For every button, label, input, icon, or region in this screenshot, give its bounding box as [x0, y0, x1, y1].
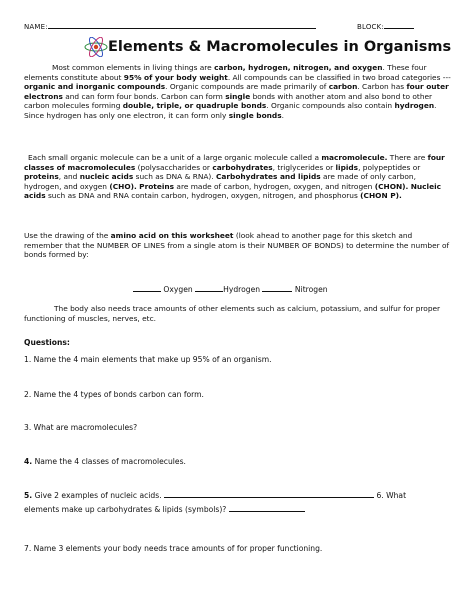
question-6: elements make up carbohydrates & lipids (symbols)?: [24, 505, 305, 514]
intro-paragraph: Most common elements in living things are carbon, hydrogen, nitrogen, and oxygen. These four elements constitute about 95% of your body weight. All compounds can be classified in two broad categories --- organic and inorganic compounds. Organic compounds are made primarily of carbon. Carbon has four outer electrons and can form four bonds. Carbon can form single bonds with another atom and also bond to other carbon molecules forming double, triple, or quadruple bonds. Organic compounds also contain hydrogen. Since hydrogen has only one electron, it can form only single bonds.: [24, 63, 451, 120]
block-field[interactable]: BLOCK:: [357, 23, 414, 31]
question-7: 7. Name 3 elements your body needs trace amounts of for proper functioning.: [24, 544, 323, 553]
question-4: 4. Name the 4 classes of macromolecules.: [24, 457, 186, 466]
page-title: Elements & Macromolecules in Organisms: [108, 39, 452, 55]
oxygen-blank[interactable]: [133, 291, 161, 292]
question-3: 3. What are macromolecules?: [24, 423, 138, 432]
bonds-blanks-line: Oxygen Hydrogen Nitrogen: [133, 285, 328, 294]
hydrogen-blank[interactable]: [195, 291, 223, 292]
name-blank[interactable]: [48, 28, 316, 29]
name-field[interactable]: NAME:: [24, 23, 316, 31]
question-1: 1. Name the 4 main elements that make up 95% of an organism.: [24, 355, 272, 364]
atom-icon: [84, 37, 108, 57]
trace-elements-paragraph: The body also needs trace amounts of other elements such as calcium, potassium, and sulfur for proper functioning of muscles, nerves, etc.: [24, 304, 441, 323]
nucleic-acids-blank[interactable]: [164, 497, 374, 498]
question-2: 2. Name the 4 types of bonds carbon can form.: [24, 390, 204, 399]
symbols-blank[interactable]: [229, 511, 305, 512]
drawing-instructions: Use the drawing of the amino acid on this worksheet (look ahead to another page for this sketch and remember that the NUMBER OF LINES from a single atom is their NUMBER OF BONDS) to determine the number of bonds formed by:: [24, 231, 450, 260]
nitrogen-blank[interactable]: [262, 291, 292, 292]
macromolecule-paragraph: Each small organic molecule can be a unit of a large organic molecule called a macromolecule. There are four classes of macromolecules (polysaccharides or carbohydrates, triglycerides or lipids, polypeptides or proteins, and nucleic acids such as DNA & RNA). Carbohydrates and lipids are made of only carbon, hydrogen, and oxygen (CHO). Proteins are made of carbon, hydrogen, oxygen, and nitrogen (CHON). Nucleic acids such as DNA and RNA contain carbon, hydrogen, oxygen, nitrogen, and phosphorus (CHON P).: [24, 153, 445, 201]
block-blank[interactable]: [384, 28, 414, 29]
questions-heading: Questions:: [24, 338, 70, 347]
question-5: 5. Give 2 examples of nucleic acids. 6. What: [24, 491, 407, 500]
